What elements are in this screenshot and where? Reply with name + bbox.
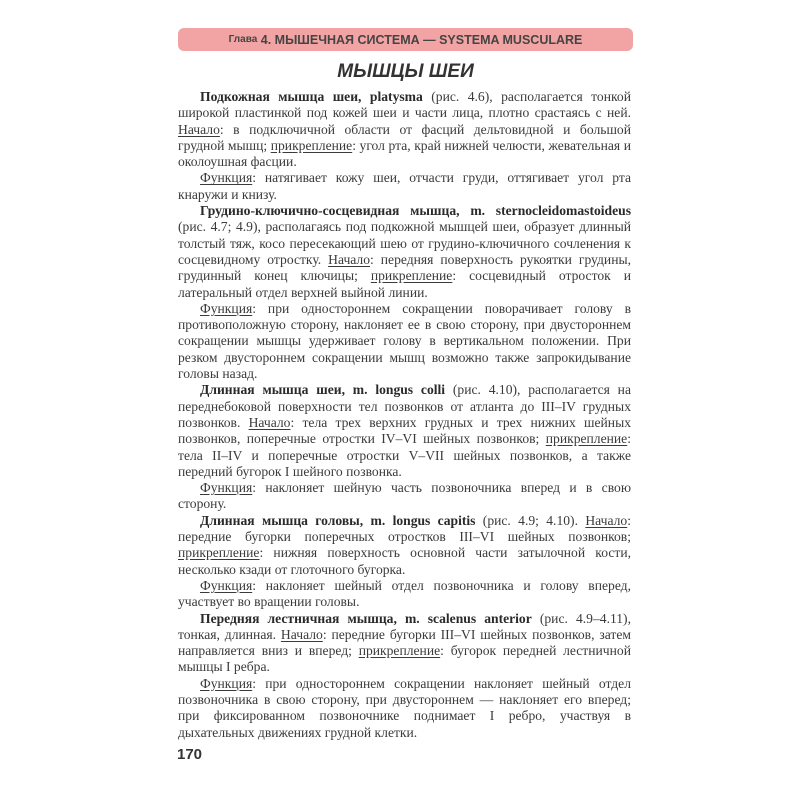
paragraph — [178, 578, 631, 611]
paragraph-text: : угол рта, край нижней челюсти, жевательная и околоушная фасции. — [178, 137, 631, 170]
term-label: Функция — [200, 675, 253, 691]
paragraph-text: (рис. 4.7; 4.9), располагаясь под подкожной мышцей шеи, образует длинный толстый тяж, косо пересекающий шею от грудино-ключичного сочленения к сосцевидному отростку. — [178, 219, 631, 267]
term-heading: Длинная мышца шеи, m. longus colli — [200, 382, 446, 398]
paragraph-text: : передние бугорки поперечных отростков III–VI шейных позвонков; — [178, 512, 631, 545]
term-heading: Подкожная мышца шеи, platysma — [200, 89, 423, 104]
paragraph-text: (рис. 4.9; 4.10). — [475, 512, 586, 528]
paragraph-text: (рис. 4.9–4.11), тонкая, длинная. — [178, 610, 631, 642]
paragraph — [178, 480, 631, 513]
paragraph-text: (рис. 4.10), располагается на переднебоковой поверхности тел позвонков от атланта до III–IV грудных позвонков. — [178, 382, 631, 430]
paragraph-text: : передние бугорки III–VI шейных позвонков, затем направляется вниз и вперед; — [178, 626, 632, 659]
term-label: прикрепление — [358, 643, 441, 659]
chapter-prefix: Глава — [228, 34, 258, 45]
paragraph — [178, 203, 631, 301]
paragraph-text: : при одностороннем сокращении поворачивает голову в противоположную сторону, наклоняет ее в свою сторону, при двустороннем сокращении мышцы удерживает голову в вертикальном положении. При резком двустороннем сокращении мышц возможно также запрокидывание головы назад. — [178, 300, 631, 382]
section-title: МЫШЦЫ ШЕИ — [337, 61, 474, 82]
paragraph-text: : нижняя поверхность основной части затылочной кости, несколько кзади от глоточного бугорка. — [178, 545, 631, 577]
paragraph-text: : сосцевидный отросток и латеральный отдел верхней выйной линии. — [178, 268, 631, 300]
term-label: Функция — [200, 577, 253, 593]
paragraph — [178, 611, 631, 676]
paragraph-text: : при одностороннем сокращении наклоняет шейный отдел позвоночника в свою сторону, при двустороннем — наклоняет его вперед; при фиксированном позвоночнике поднимает I ребро, участвуя в дыхательных движениях грудной клетки. — [178, 675, 631, 740]
paragraph — [178, 676, 631, 741]
paragraph-text: (рис. 4.6), располагается тонкой широкой пластинкой под кожей шеи и части лица, плотно срастаясь с ней. — [178, 89, 631, 121]
term-label: Начало — [585, 512, 628, 528]
paragraph — [178, 301, 631, 382]
paragraph-text: : передняя поверхность рукоятки грудины, грудинный конец ключицы; — [178, 251, 631, 284]
term-label: прикрепление — [370, 268, 453, 284]
term-label: прикрепление — [545, 431, 628, 447]
paragraph-text: : бугорок передней лестничной мышцы I ребра. — [178, 643, 631, 675]
term-label: Начало — [178, 121, 220, 137]
term-label: Начало — [280, 626, 323, 642]
paragraph-text: : наклоняет шейную часть позвоночника вперед и в свою сторону. — [178, 480, 631, 512]
term-heading: Грудино-ключично-сосцевидная мышца, m. sternocleidomastoideus — [200, 203, 631, 219]
term-label: Функция — [200, 170, 253, 186]
paragraph — [178, 170, 631, 203]
paragraph-text: : натягивает кожу шеи, отчасти груди, оттягивает угол рта кнаружи и книзу. — [178, 170, 631, 202]
chapter-title: 4. МЫШЕЧНАЯ СИСТЕМА — SYSTEMA MUSCULARE — [257, 32, 583, 47]
paragraph — [178, 513, 631, 578]
term-heading: Передняя лестничная мышца, m. scalenus anterior — [200, 610, 532, 626]
paragraph-text: : в подключичной области от фасций дельтовидной и большой грудной мышц; — [178, 121, 631, 153]
chapter-header — [178, 28, 633, 51]
paragraph-text: : тела II–IV и поперечные отростки V–VII шейных позвонков, а также передний бугорок I шейного позвонка. — [178, 431, 631, 479]
term-label: Начало — [248, 414, 291, 430]
term-label: прикрепление — [178, 545, 260, 561]
term-label: Функция — [200, 300, 253, 316]
paragraph — [178, 382, 631, 480]
paragraph-text: : наклоняет шейный отдел позвоночника и голову вперед, участвует во вращении головы. — [178, 577, 631, 610]
term-label: Функция — [200, 480, 253, 496]
paragraph-text: : тела трех верхних грудных и трех нижних шейных позвонков, поперечные отростки IV–VI шейных позвонков; — [178, 414, 632, 447]
paragraph — [178, 89, 631, 170]
term-label: прикрепление — [270, 137, 353, 153]
body-text — [178, 89, 631, 741]
term-label: Начало — [328, 251, 371, 267]
page-number: 170 — [177, 746, 203, 763]
term-heading: Длинная мышца головы, m. longus capitis — [200, 512, 476, 528]
